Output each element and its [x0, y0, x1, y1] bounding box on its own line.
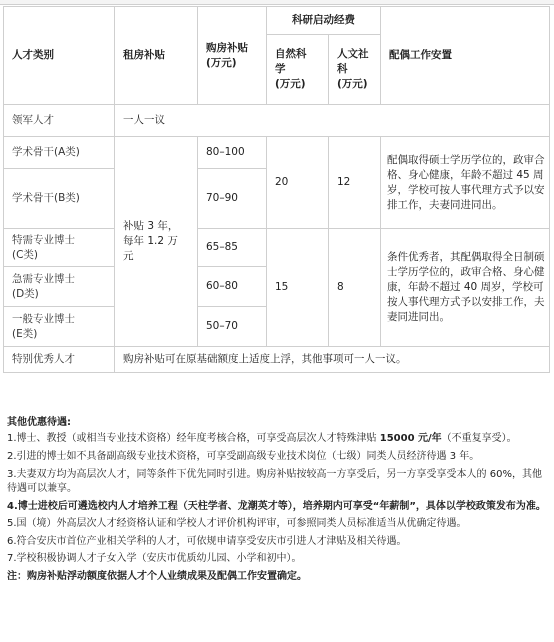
benefit-item-1: 1.博士、教授（或相当专业技术资格）经年度考核合格，可享受高层次人才特殊津贴 15000 元/年（不重复享受）。	[7, 433, 517, 445]
header-startup-funds: 科研启动经费	[267, 7, 381, 35]
natural-ab: 20	[267, 137, 329, 229]
header-humanities: 人文社 科 (万元)	[329, 35, 381, 105]
benefit-item-3: 3.夫妻双方均为高层次人才，同等条件下优先同时引进。购房补贴按较高一方享受后，另一方享受享受本人的 60%，其他待遇可以兼享。	[7, 468, 542, 494]
other-benefits	[7, 416, 547, 584]
benefit-item-2: 2.引进的博士如不具备副高级专业技术资格，可享受副高级专业技术岗位（七级）同类人员经济待遇 3 年。	[7, 451, 480, 462]
housing-a: 80–100	[198, 137, 267, 169]
header-category: 人才类别	[4, 7, 115, 105]
row-category-c: 特需专业博士 (C类)	[4, 229, 115, 267]
header-housing-subsidy: 购房补贴 (万元)	[198, 7, 267, 105]
humanities-cde: 8	[329, 229, 381, 347]
talent-benefit-table	[3, 6, 550, 373]
housing-c: 65–85	[198, 229, 267, 267]
header-natural-science: 自然科 学 (万元)	[267, 35, 329, 105]
natural-cde: 15	[267, 229, 329, 347]
row-category-outstanding: 特别优秀人才	[4, 347, 115, 373]
header-rent-subsidy: 租房补贴	[115, 7, 198, 105]
housing-e: 50–70	[198, 307, 267, 347]
benefit-item-6: 6.符合安庆市首位产业相关学科的人才，可依规申请享受安庆市引进人才津贴及相关待遇。	[7, 535, 407, 547]
row-leading-terms: 一人一议	[115, 105, 550, 137]
row-category-a: 学术骨干(A类)	[4, 137, 115, 169]
top-border	[0, 0, 554, 5]
row-category-leading: 领军人才	[4, 105, 115, 137]
spouse-ab: 配偶取得硕士学历学位的，政审合格、身心健康，年龄不超过 45 周岁，学校可按人事代理方式予以安排工作，夫妻同进同出。	[381, 137, 550, 229]
benefit-item-7: 7.学校积极协调人才子女入学（安庆市优质幼儿园、小学和初中）。	[7, 553, 302, 565]
other-benefits-title: 其他优惠待遇:	[7, 417, 71, 428]
housing-d: 60–80	[198, 267, 267, 307]
row-category-b: 学术骨干(B类)	[4, 169, 115, 229]
row-category-d: 急需专业博士 (D类)	[4, 267, 115, 307]
spouse-cde: 条件优秀者，其配偶取得全日制硕士学历学位的，政审合格、身心健康，年龄不超过 40 周岁，学校可按人事代理方式予以安排工作，夫妻同进同出。	[381, 229, 550, 347]
benefit-item-4: 4.博士进校后可遴选校内人才培养工程（天柱学者、龙潮英才等），培养期内可享受“年薪制”，具体以学校政策发布为准。	[7, 500, 546, 512]
housing-b: 70–90	[198, 169, 267, 229]
row-category-e: 一般专业博士 (E类)	[4, 307, 115, 347]
rent-subsidy-value: 补贴 3 年， 每年 1.2 万 元	[115, 137, 198, 347]
row-outstanding-terms: 购房补贴可在原基础额度上适度上浮，其他事项可一人一议。	[115, 347, 550, 373]
footnote: 注：购房补贴浮动额度依据人才个人业绩成果及配偶工作安置确定。	[7, 570, 307, 582]
humanities-ab: 12	[329, 137, 381, 229]
header-spouse-placement: 配偶工作安置	[381, 7, 550, 105]
benefit-item-5: 5.国（境）外高层次人才经资格认证和学校人才评价机构评审，可参照同类人员标准适当从优确定待遇。	[7, 518, 467, 530]
